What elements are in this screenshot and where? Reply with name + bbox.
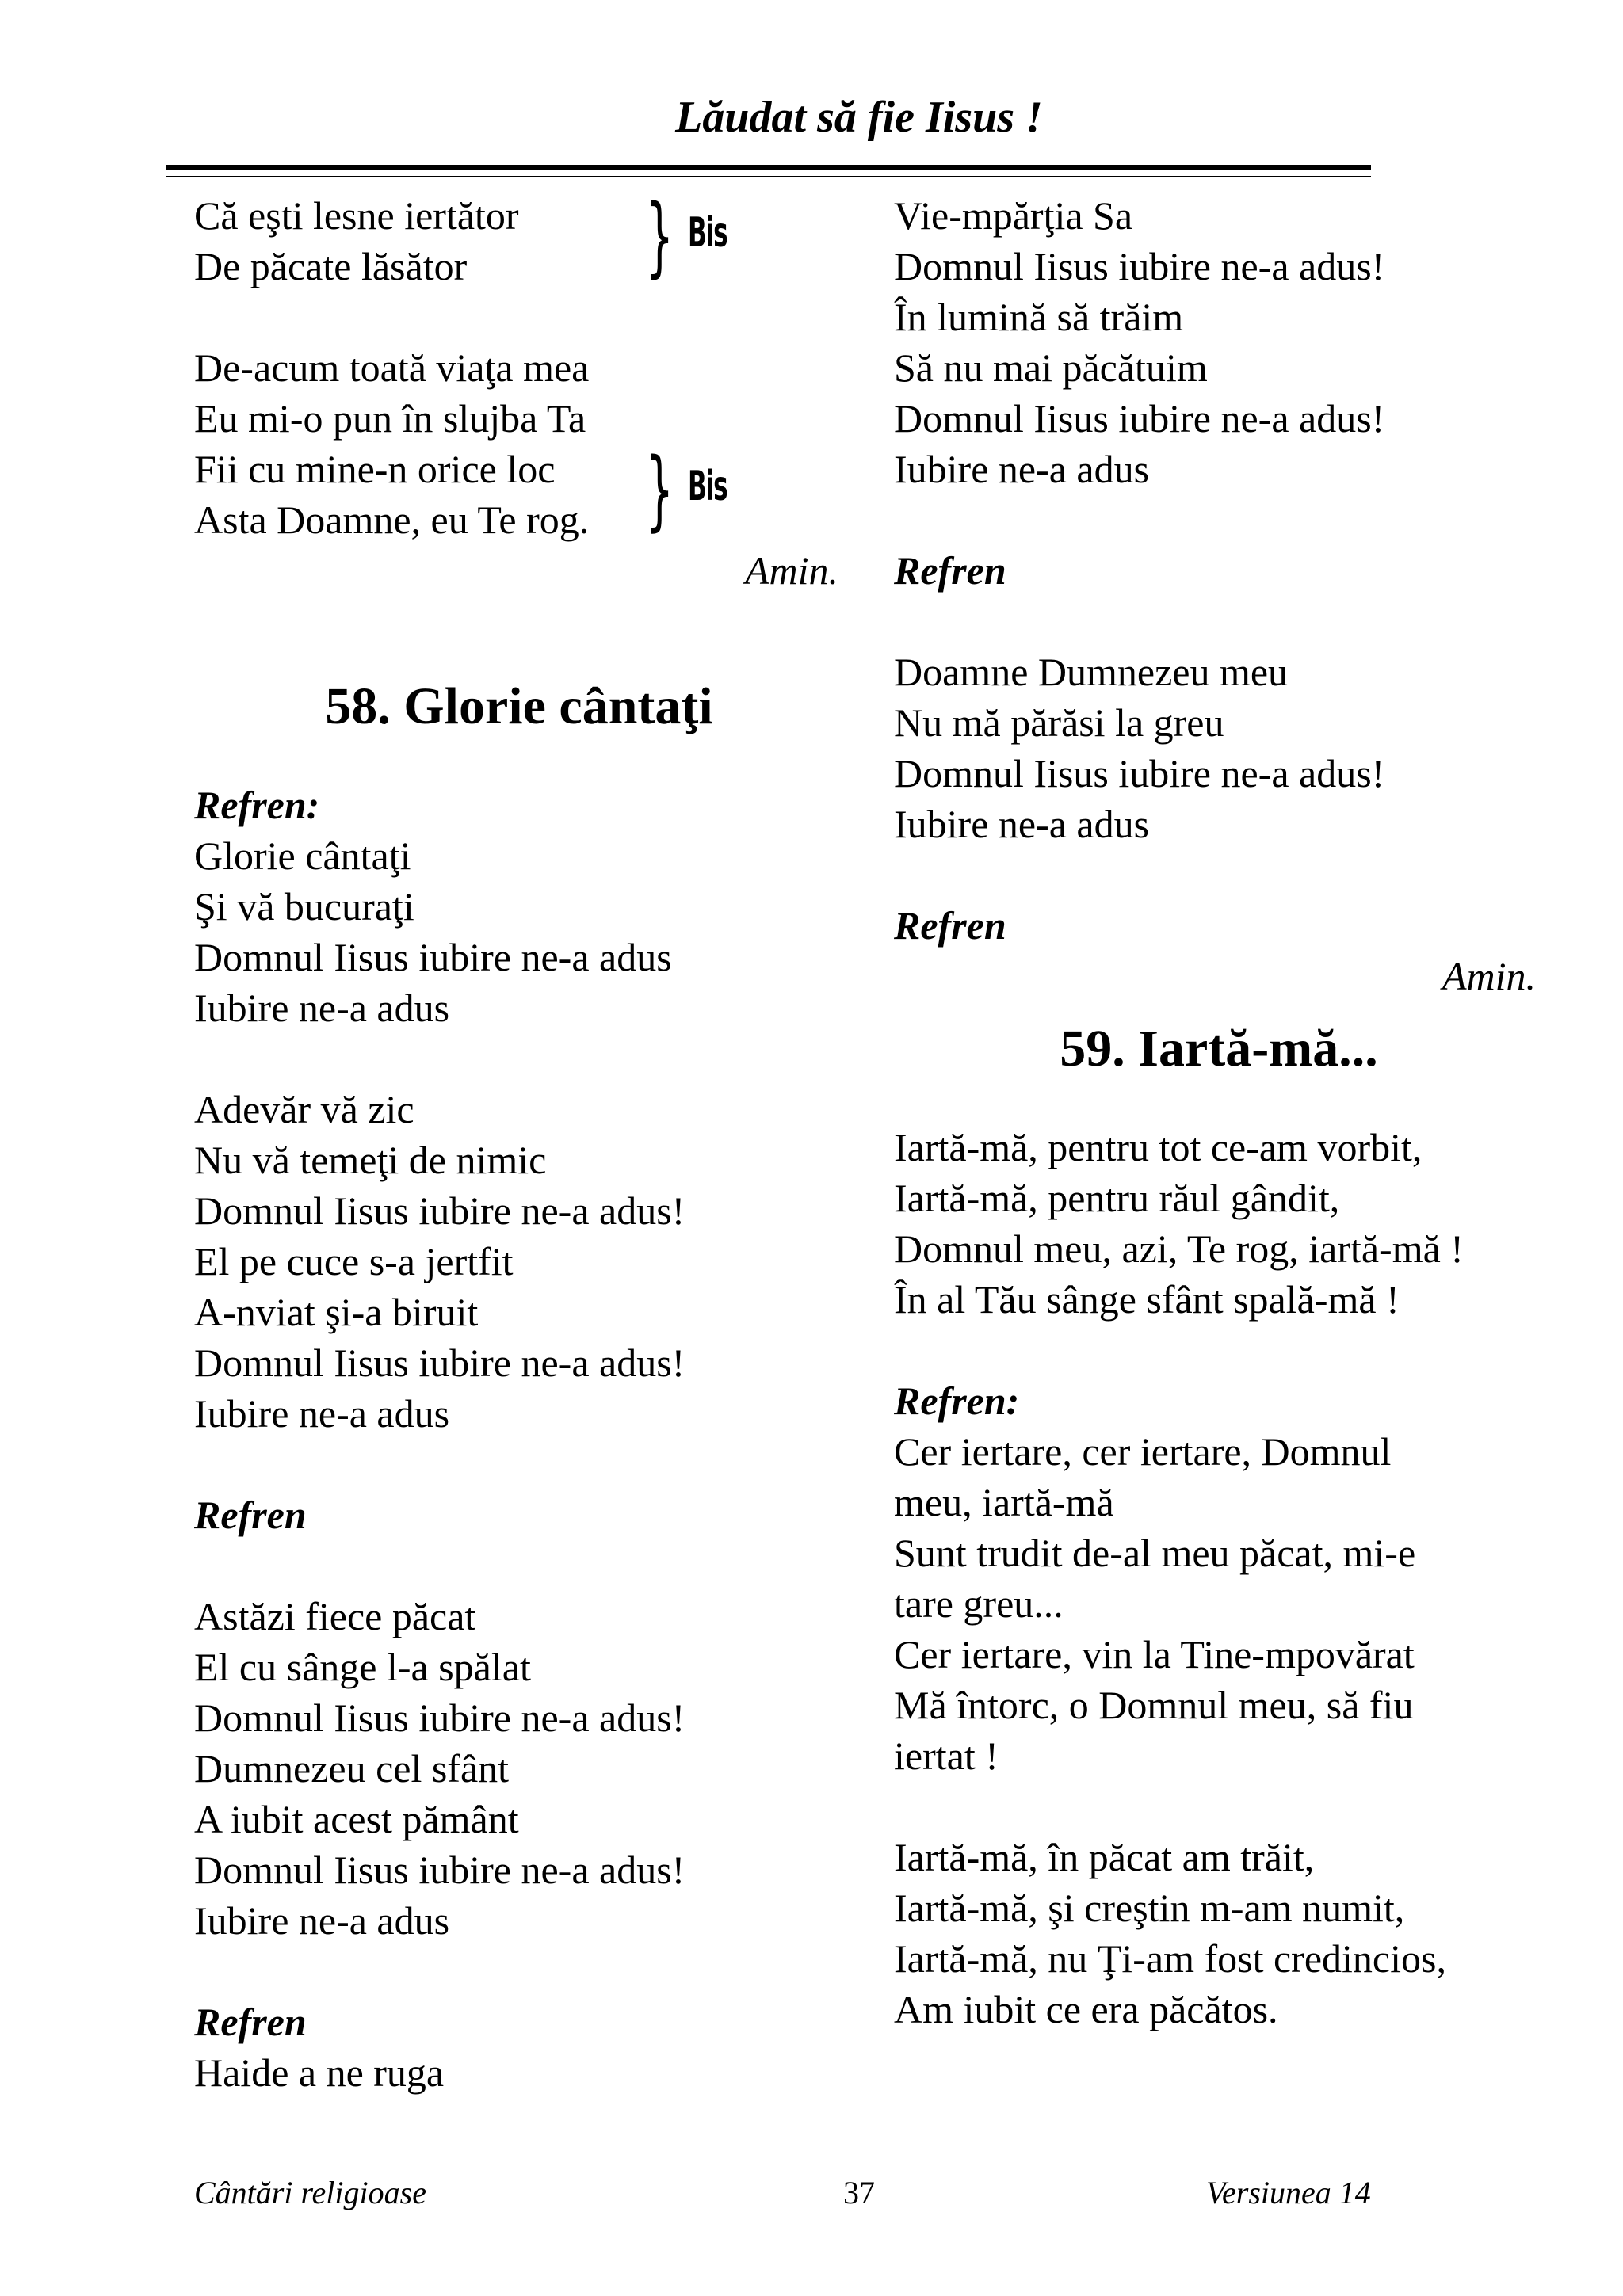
lyric-line: De-acum toată viaţa mea xyxy=(194,345,590,390)
brace-icon: } xyxy=(646,185,674,287)
song-title-59: 59. Iartă-mă... xyxy=(1060,1020,1378,1077)
lyric-line: Domnul meu, azi, Te rog, iartă-mă ! xyxy=(894,1226,1464,1271)
bis-group-2 xyxy=(194,342,844,545)
lyric-line: Vie-mpărţia Sa xyxy=(894,193,1133,238)
lyric-line: Astăzi fiece păcat xyxy=(194,1594,476,1638)
lyric-line: Nu mă părăsi la greu xyxy=(894,700,1224,745)
footer-book-title: Cântări religioase xyxy=(194,2175,426,2210)
lyric-line: iertat ! xyxy=(894,1733,999,1778)
footer-version: Versiunea 14 xyxy=(1206,2175,1371,2210)
lyric-line: El pe cuce s-a jertfit xyxy=(194,1239,514,1283)
lyric-line: A iubit acest pământ xyxy=(194,1797,519,1841)
lyric-line: Glorie cântaţi xyxy=(194,833,411,878)
amin-text: Amin. xyxy=(1442,954,1536,998)
refren-label: Refren: xyxy=(894,1379,1020,1423)
refren-label: Refren xyxy=(894,903,1006,948)
lyric-line: Iartă-mă, pentru tot ce-am vorbit, xyxy=(894,1125,1423,1169)
header-rule-thick xyxy=(166,165,1371,170)
lyric-line: Nu vă temeţi de nimic xyxy=(194,1138,547,1182)
lyric-line: Iartă-mă, pentru răul gândit, xyxy=(894,1176,1340,1220)
left-column xyxy=(194,185,844,2098)
lyric-line: Că eşti lesne iertător xyxy=(194,193,519,238)
lyric-line: Domnul Iisus iubire ne-a adus! xyxy=(894,244,1385,288)
lyric-line: Domnul Iisus iubire ne-a adus xyxy=(194,935,672,979)
lyric-line: Domnul Iisus iubire ne-a adus! xyxy=(194,1188,685,1233)
bis-label: Bis xyxy=(688,209,727,257)
bis-group-1 xyxy=(194,185,844,292)
refren-label: Refren xyxy=(194,1493,307,1537)
lyric-line: În lumină să trăim xyxy=(894,295,1184,339)
lyric-line: Fii cu mine-n orice loc xyxy=(194,447,556,491)
lyric-line: Adevăr vă zic xyxy=(194,1087,414,1131)
lyric-line: Iubire ne-a adus xyxy=(194,1391,450,1436)
lyric-line: Iartă-mă, şi creştin m-am numit, xyxy=(894,1886,1405,1930)
lyric-line: Cer iertare, vin la Tine-mpovărat xyxy=(894,1632,1415,1676)
lyric-line: Iubire ne-a adus xyxy=(194,986,450,1030)
lyric-line: Am iubit ce era păcătos. xyxy=(894,1987,1278,2031)
bis-label: Bis xyxy=(688,463,727,510)
right-column xyxy=(894,190,1544,2035)
refren-label: Refren: xyxy=(194,783,320,827)
brace-icon: } xyxy=(646,439,674,540)
lyric-line: A-nviat şi-a biruit xyxy=(194,1290,479,1334)
amin-text: Amin. xyxy=(744,548,838,593)
lyric-line: Sunt trudit de-al meu păcat, mi-e xyxy=(894,1531,1416,1575)
lyric-line: Şi vă bucuraţi xyxy=(194,884,414,929)
lyric-line: În al Tău sânge sfânt spală-mă ! xyxy=(894,1277,1400,1322)
lyric-line: Doamne Dumnezeu meu xyxy=(894,650,1289,694)
lyric-line: Iartă-mă, nu Ţi-am fost credincios, xyxy=(894,1936,1446,1981)
lyric-line: Iubire ne-a adus xyxy=(194,1898,450,1943)
lyric-line: Iubire ne-a adus xyxy=(894,447,1150,491)
lyric-line: Mă întorc, o Domnul meu, să fiu xyxy=(894,1683,1414,1727)
lyric-line: Haide a ne ruga xyxy=(194,2050,445,2095)
refren-label: Refren xyxy=(194,2000,307,2044)
lyric-line: Dumnezeu cel sfânt xyxy=(194,1746,510,1791)
page-header-title: Lăudat să fie Iisus ! xyxy=(675,93,1043,142)
lyric-line: Domnul Iisus iubire ne-a adus! xyxy=(194,1695,685,1740)
lyric-line: Asta Doamne, eu Te rog. xyxy=(194,498,590,542)
refren-label: Refren xyxy=(894,548,1006,593)
lyric-line: El cu sânge l-a spălat xyxy=(194,1645,531,1689)
lyric-line: Iubire ne-a adus xyxy=(894,802,1150,846)
song-title-58: 58. Glorie cântaţi xyxy=(325,677,713,735)
lyric-line: Eu mi-o pun în slujba Ta xyxy=(194,396,586,441)
lyric-line: meu, iartă-mă xyxy=(894,1480,1114,1524)
header-rule-thin xyxy=(166,176,1371,177)
lyric-line: Domnul Iisus iubire ne-a adus! xyxy=(194,1341,685,1385)
lyric-line: Domnul Iisus iubire ne-a adus! xyxy=(894,751,1385,795)
lyric-line: Să nu mai păcătuim xyxy=(894,345,1208,390)
lyric-line: Domnul Iisus iubire ne-a adus! xyxy=(194,1848,685,1892)
lyric-line: tare greu... xyxy=(894,1581,1064,1626)
lyric-line: Domnul Iisus iubire ne-a adus! xyxy=(894,396,1385,441)
lyric-line: Iartă-mă, în păcat am trăit, xyxy=(894,1835,1315,1879)
lyric-line: De păcate lăsător xyxy=(194,244,468,288)
footer-page-number: 37 xyxy=(843,2175,875,2210)
lyric-line: Cer iertare, cer iertare, Domnul xyxy=(894,1429,1392,1474)
